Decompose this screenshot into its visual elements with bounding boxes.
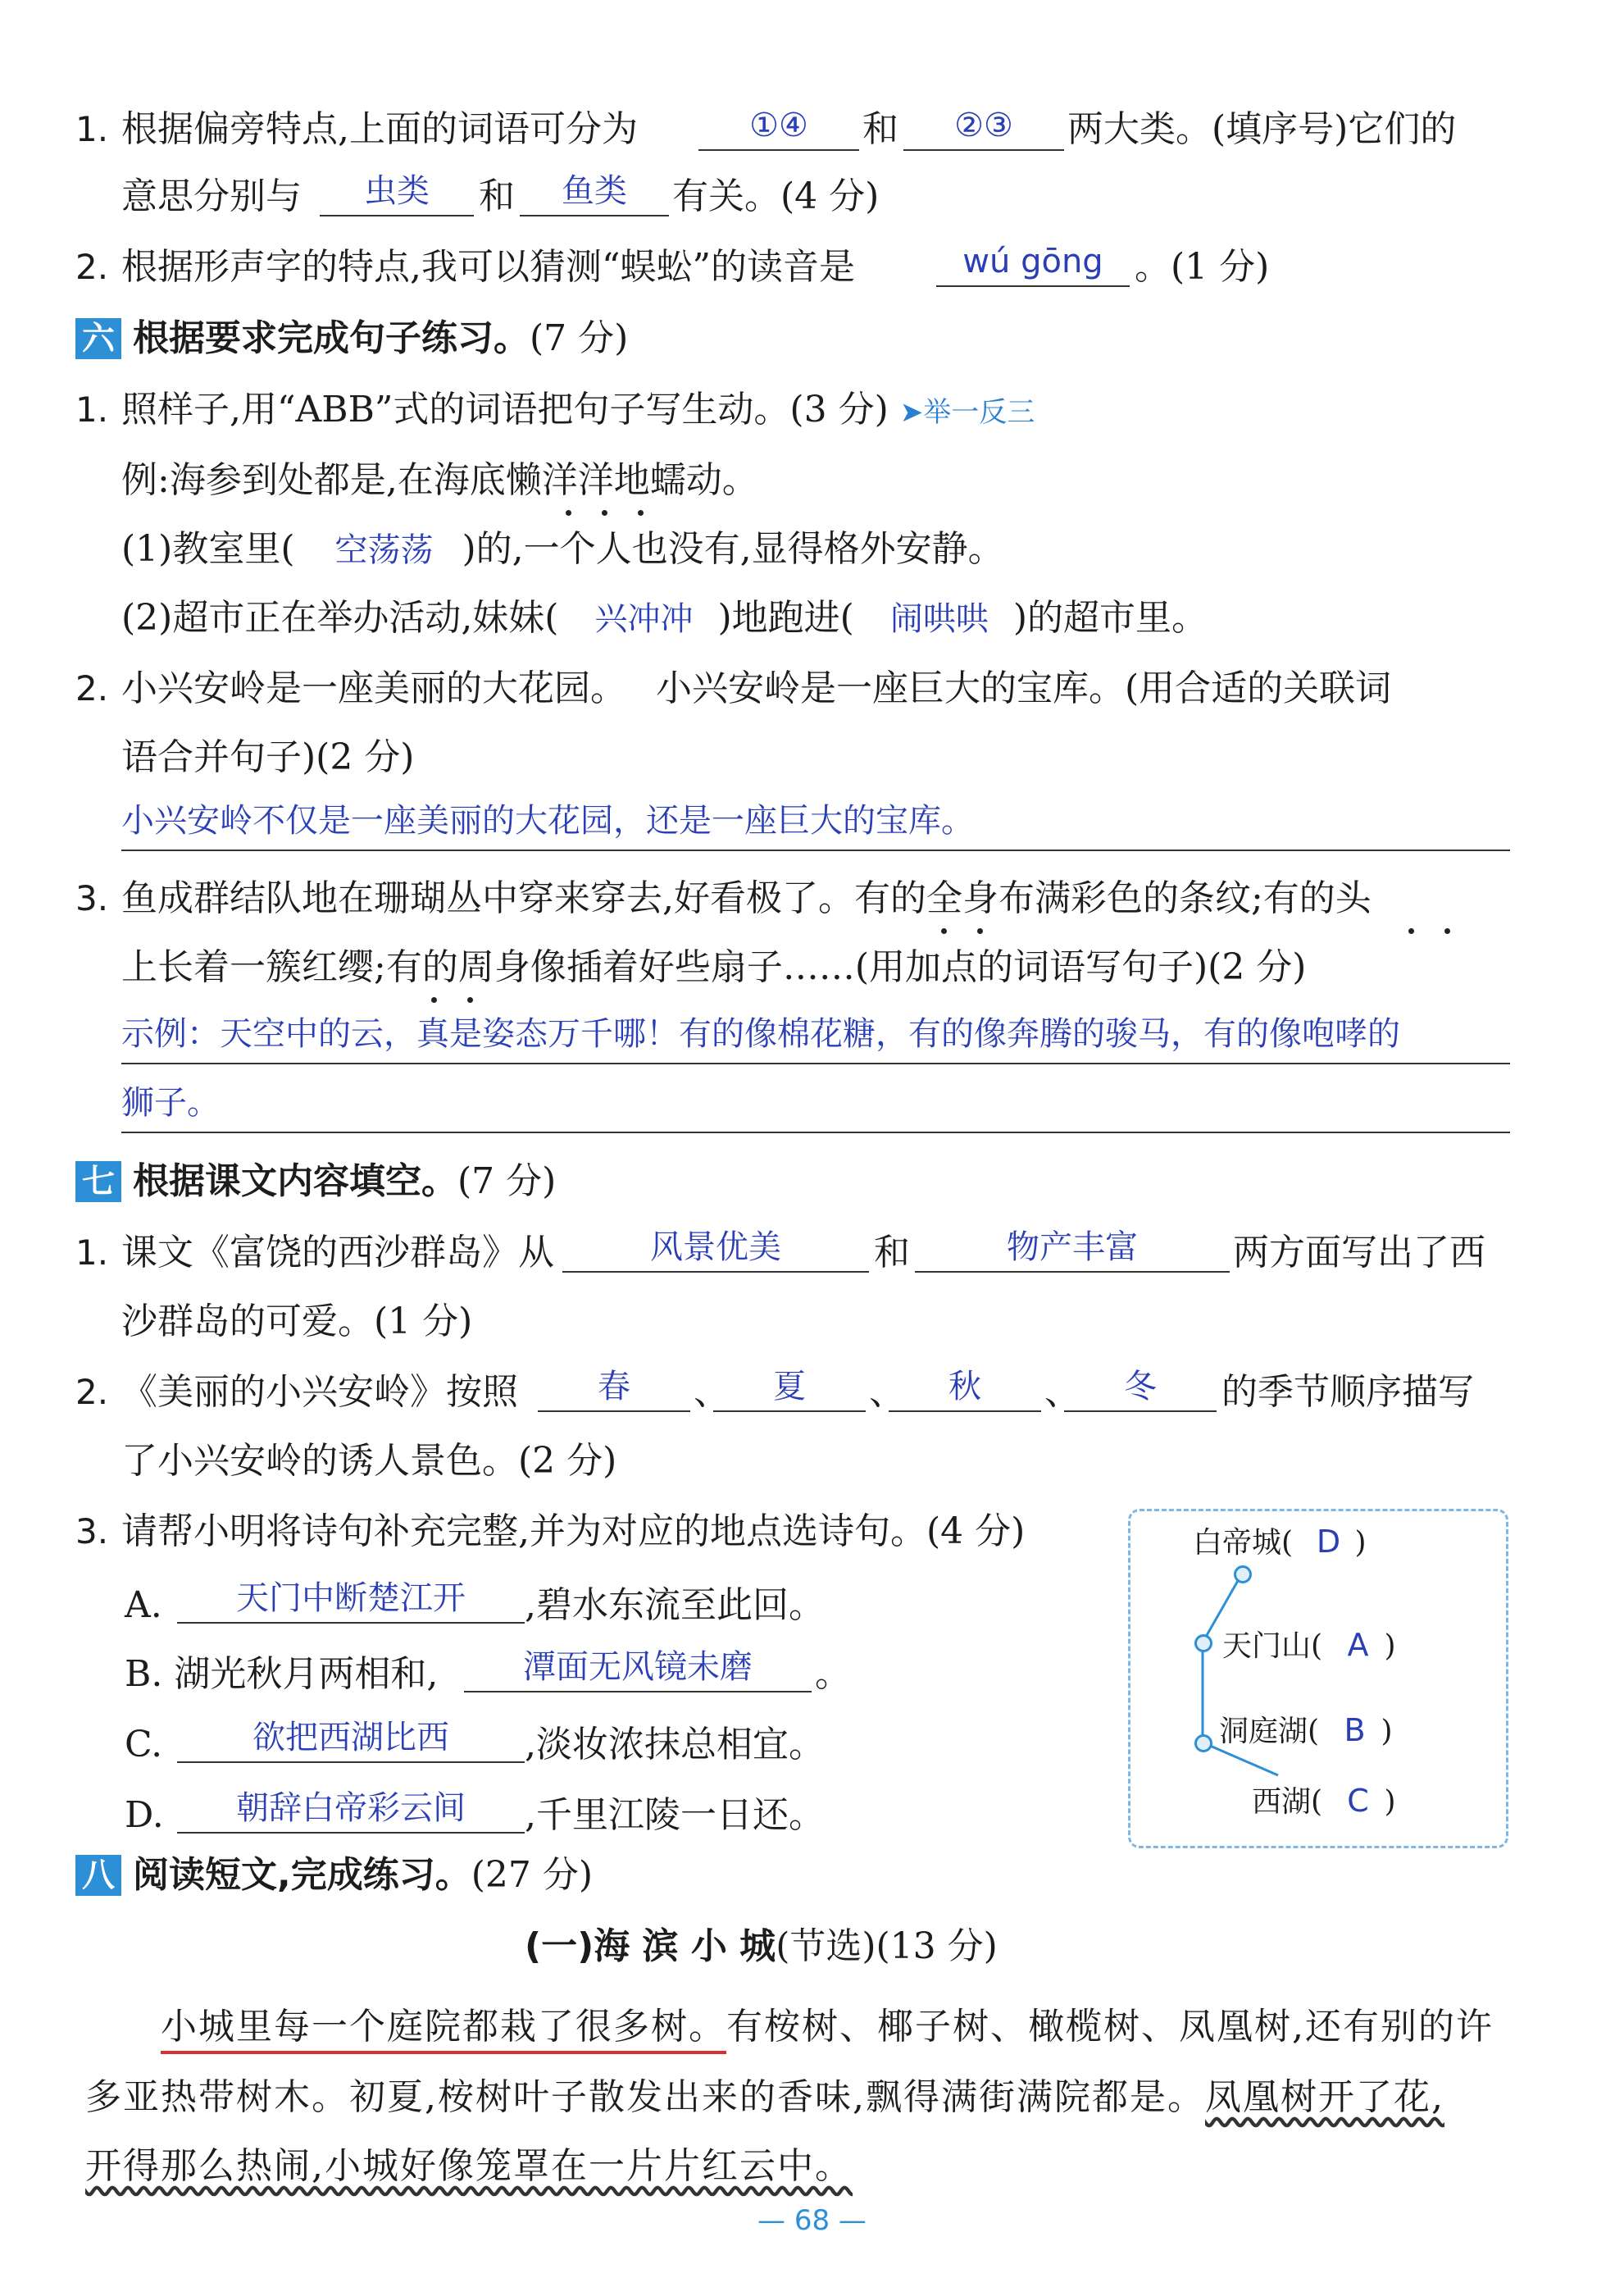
q5-2-line: 2. 根据形声字的特点,我可以猜测“蜈蚣”的读音是 [75, 243, 855, 292]
q6-1-prompt: 1. 照样子,用“ABB”式的词语把句子写生动。(3 分) ➤举一反三 [75, 385, 1035, 437]
map-label-baidicheng: 白帝城( D ) [1193, 1524, 1367, 1560]
separator: 、 [694, 1371, 730, 1413]
emphasis-dot [1408, 928, 1414, 934]
emphasis-dot [431, 997, 437, 1003]
q7-2-tail: 的季节顺序描写 [1221, 1371, 1474, 1413]
q7-2-line2: 了小兴安岭的诱人景色。(2 分) [121, 1440, 617, 1482]
connector-text: 和 [874, 1232, 910, 1273]
question-number: 2. [75, 1372, 109, 1412]
answer-blank[interactable]: 虫类 [320, 169, 474, 216]
poem-blank-c[interactable]: 欲把西湖比西 [177, 1715, 525, 1763]
emphasis-dot [602, 510, 607, 516]
emphasis-dot [566, 510, 571, 516]
question-number: 2. [75, 247, 109, 287]
emphasis-dot [1444, 928, 1450, 934]
answer-blank[interactable]: 物产丰富 [915, 1225, 1230, 1273]
season-blank[interactable]: 春 [538, 1364, 690, 1412]
question-number: 2. [75, 668, 109, 708]
map-node [1234, 1565, 1252, 1583]
answer-line[interactable]: 示例：天空中的云，真是姿态万千哪！有的像棉花糖，有的像奔腾的骏马，有的像咆哮的 [121, 1005, 1510, 1064]
passage-line-2: 多亚热带树木。初夏,桉树叶子散发出来的香味,飘得满街满院都是。凤凰树开了花, [85, 2076, 1444, 2118]
q6-1-sentence1: (1)教室里( 空荡荡 )的,一个人也没有,显得格外安静。 [121, 525, 1004, 575]
q5-1-line1: 1. 根据偏旁特点,上面的词语可分为 [75, 105, 638, 154]
section-badge-7: 七 [75, 1161, 121, 1202]
answer-blank[interactable]: 鱼类 [520, 169, 669, 216]
page-number: — 68 — [757, 2204, 867, 2237]
emphasis-dot [977, 928, 983, 934]
poem-letter-c: C. [125, 1724, 163, 1765]
q7-1-line2: 沙群岛的可爱。(1 分) [121, 1301, 473, 1342]
poem-tail-a: ,碧水东流至此回。 [525, 1584, 825, 1626]
question-number: 1. [75, 390, 109, 430]
poem-tail-d: ,千里江陵一日还。 [525, 1794, 825, 1836]
section-title-8: 阅读短文,完成练习。(27 分) [133, 1854, 594, 1896]
q5-1-line2-tail: 有关。(4 分) [672, 175, 880, 217]
passage-title: (一)海 滨 小 城(节选)(13 分) [525, 1925, 998, 1967]
poem-tail-b: 。 [815, 1653, 851, 1695]
q7-3-prompt: 3. 请帮小明将诗句补充完整,并为对应的地点选诗句。(4 分) [75, 1507, 1025, 1556]
question-number: 3. [75, 1511, 109, 1551]
section-title-7: 根据课文内容填空。(7 分) [133, 1160, 557, 1202]
passage-line-3 [85, 2142, 853, 2191]
q7-1-tail: 两方面写出了西 [1233, 1232, 1485, 1273]
q5-1-tail: 两大类。(填序号)它们的 [1067, 108, 1457, 150]
pinyin-answer-blank[interactable]: wú gōng [936, 239, 1130, 287]
q7-2-line1: 2. 《美丽的小兴安岭》按照 [75, 1368, 518, 1417]
abb-answer[interactable]: 空荡荡 [334, 531, 434, 569]
poem-blank-b[interactable]: 潭面无风镜未磨 [464, 1645, 812, 1692]
q5-1-line2: 意思分别与 [121, 175, 302, 217]
q6-1-sentence2: (2)超市正在举办活动,妹妹( 兴冲冲 )地跑进( 闹哄哄 )的超市里。 [121, 594, 1208, 644]
q5-2-tail: 。(1 分) [1135, 246, 1270, 288]
q6-1-example: 例:海参到处都是,在海底懒洋洋地蠕动。 [121, 459, 758, 501]
map-label-tianmenshan: 天门山( A ) [1222, 1627, 1396, 1663]
poem-tail-c: ,淡妆浓抹总相宜。 [525, 1724, 825, 1765]
answer-blank[interactable]: ②③ [903, 103, 1064, 151]
q6-2-prompt: 2. 小兴安岭是一座美丽的大花园。 小兴安岭是一座巨大的宝库。(用合适的关联词 [75, 664, 1391, 713]
answer-blank[interactable]: ①④ [698, 103, 859, 151]
season-blank[interactable]: 夏 [713, 1364, 866, 1412]
passage-line-1: 小城里每一个庭院都栽了很多树。有桉树、椰子树、橄榄树、凤凰树,还有别的许 [161, 2002, 1494, 2052]
red-underlined-sentence: 小城里每一个庭院都栽了很多树。 [161, 2006, 726, 2054]
season-blank[interactable]: 冬 [1064, 1364, 1217, 1412]
poem-letter-d: D. [125, 1794, 164, 1836]
section-badge-6: 六 [75, 318, 121, 359]
q6-3-prompt: 3. 鱼成群结队地在珊瑚丛中穿来穿去,好看极了。有的全身布满彩色的条纹;有的头 [75, 874, 1372, 923]
question-number: 1. [75, 1232, 109, 1273]
poem-blank-d[interactable]: 朝辞白帝彩云间 [177, 1786, 525, 1834]
map-label-xihu: 西湖( C ) [1252, 1783, 1396, 1819]
map-node [1194, 1734, 1212, 1752]
map-answer[interactable]: D [1316, 1524, 1341, 1560]
abb-answer[interactable]: 兴冲冲 [594, 600, 694, 638]
answer-blank[interactable]: 风景优美 [562, 1225, 869, 1273]
location-map [1128, 1509, 1508, 1848]
answer-line[interactable]: 小兴安岭不仅是一座美丽的大花园，还是一座巨大的宝库。 [121, 792, 1510, 851]
season-blank[interactable]: 秋 [889, 1364, 1041, 1412]
connector-text: 和 [479, 175, 515, 217]
emphasis-dot [941, 928, 947, 934]
map-answer[interactable]: C [1347, 1783, 1369, 1819]
abb-answer[interactable]: 闹哄哄 [889, 600, 989, 638]
section-badge-8: 八 [75, 1855, 121, 1896]
separator: 、 [1044, 1371, 1080, 1413]
poem-letter-a: A. [125, 1584, 162, 1626]
emphasis-dot [467, 997, 473, 1003]
poem-line-b: B. 湖光秋月两相和, [125, 1653, 439, 1695]
question-number: 1. [75, 109, 109, 149]
wavy-underlined-text: 开得那么热闹,小城好像笼罩在一片片红云中。 [85, 2145, 853, 2187]
q6-2-prompt-line2: 语合并句子)(2 分) [121, 736, 415, 778]
map-label-dongtinghu: 洞庭湖( B ) [1219, 1712, 1393, 1748]
practice-tag[interactable]: ➤举一反三 [899, 396, 1035, 429]
q7-1-line1: 1. 课文《富饶的西沙群岛》从 [75, 1228, 554, 1278]
question-number: 3. [75, 878, 109, 918]
q6-3-prompt-line2: 上长着一簇红缨;有的周身像插着好些扇子……(用加点的词语写句子)(2 分) [121, 946, 1307, 988]
wavy-underlined-text: 凤凰树开了花, [1204, 2076, 1444, 2118]
poem-blank-a[interactable]: 天门中断楚江开 [177, 1576, 525, 1624]
separator: 、 [869, 1371, 905, 1413]
map-answer[interactable]: A [1347, 1627, 1369, 1663]
emphasis-dot [638, 510, 644, 516]
answer-line[interactable]: 狮子。 [121, 1074, 1510, 1133]
connector-text: 和 [862, 108, 898, 150]
map-answer[interactable]: B [1344, 1712, 1366, 1748]
map-node [1194, 1634, 1212, 1652]
section-title-6: 根据要求完成句子练习。(7 分) [133, 317, 629, 359]
